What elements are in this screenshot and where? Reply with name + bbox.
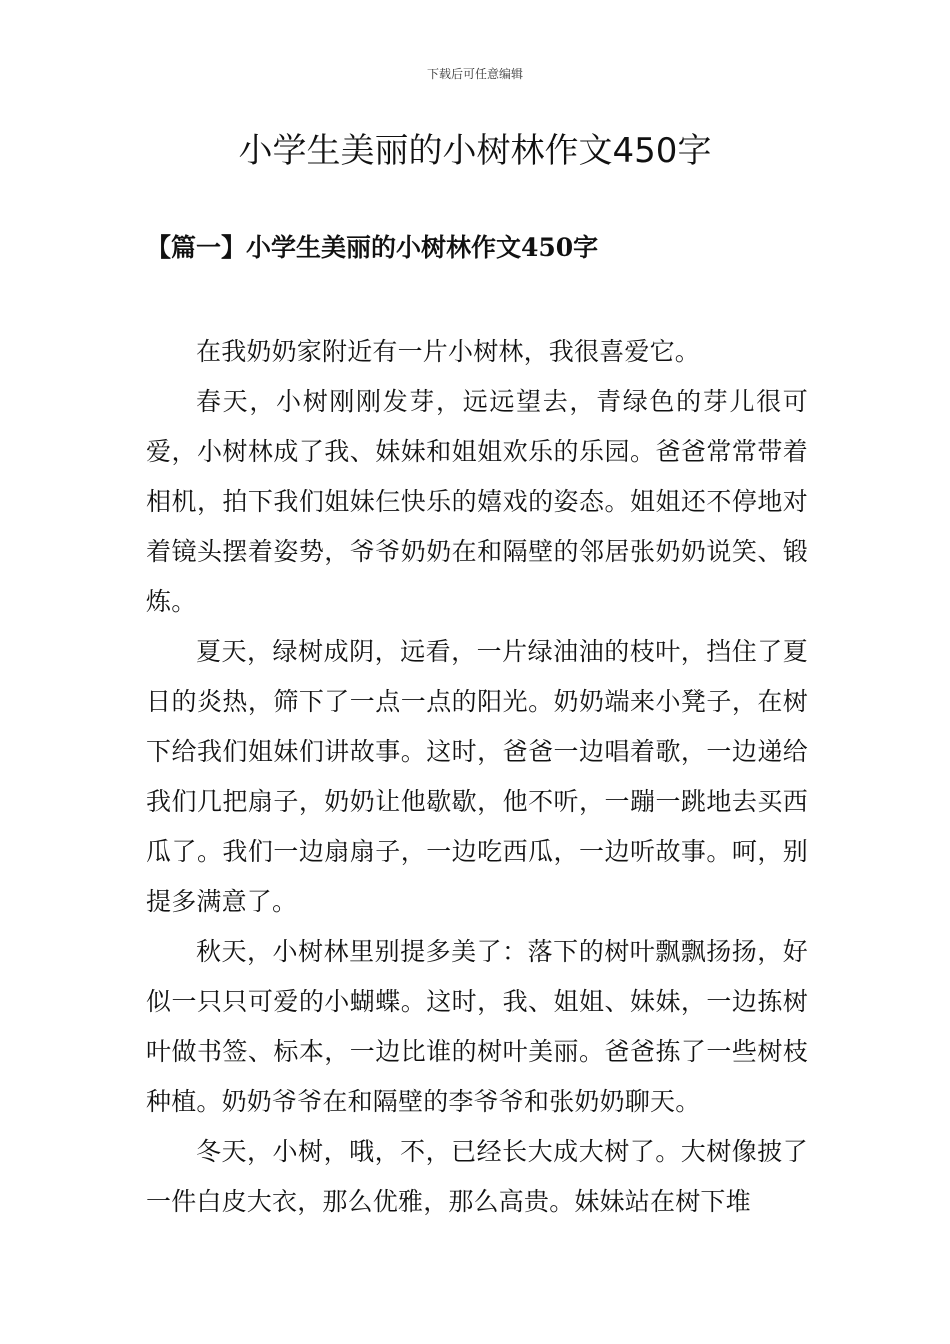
paragraph-intro: 在我奶奶家附近有一片小树林，我很喜爱它。 (196, 337, 701, 366)
paragraph-spring: 春天，小树刚刚发芽，远远望去，青绿色的芽儿很可爱，小树林成了我、妹妹和姐姐欢乐的乐园。爸爸常常带着相机，拍下我们姐妹仨快乐的嬉戏的姿态。姐姐还不停地对着镜头摆着姿势，爷爷奶奶在和隔壁的邻居张奶奶说笑、锻炼。 (146, 387, 808, 616)
paragraph-summer: 夏天，绿树成阴，远看，一片绿油油的枝叶，挡住了夏日的炎热，筛下了一点一点的阳光。奶奶端来小凳子，在树下给我们姐妹们讲故事。这时，爸爸一边唱着歌，一边递给我们几把扇子，奶奶让他歇歇，他不听，一蹦一跳地去买西瓜了。我们一边扇扇子，一边吃西瓜，一边听故事。呵，别提多满意了。 (146, 637, 808, 916)
paragraph-winter: 冬天，小树，哦，不，已经长大成大树了。大树像披了一件白皮大衣，那么优雅，那么高贵。妹妹站在树下堆 (146, 1137, 808, 1216)
section-heading: 【篇一】小学生美丽的小树林作文450字 (146, 233, 599, 262)
document-title: 小学生美丽的小树林作文450字 (238, 131, 712, 171)
header-note: 下载后可任意编辑 (426, 67, 523, 81)
essay-body (146, 327, 808, 1227)
paragraph-autumn: 秋天，小树林里别提多美了：落下的树叶飘飘扬扬，好似一只只可爱的小蝴蝶。这时，我、姐姐、妹妹，一边拣树叶做书签、标本，一边比谁的树叶美丽。爸爸拣了一些树枝种植。奶奶爷爷在和隔壁的李爷爷和张奶奶聊天。 (146, 937, 808, 1116)
